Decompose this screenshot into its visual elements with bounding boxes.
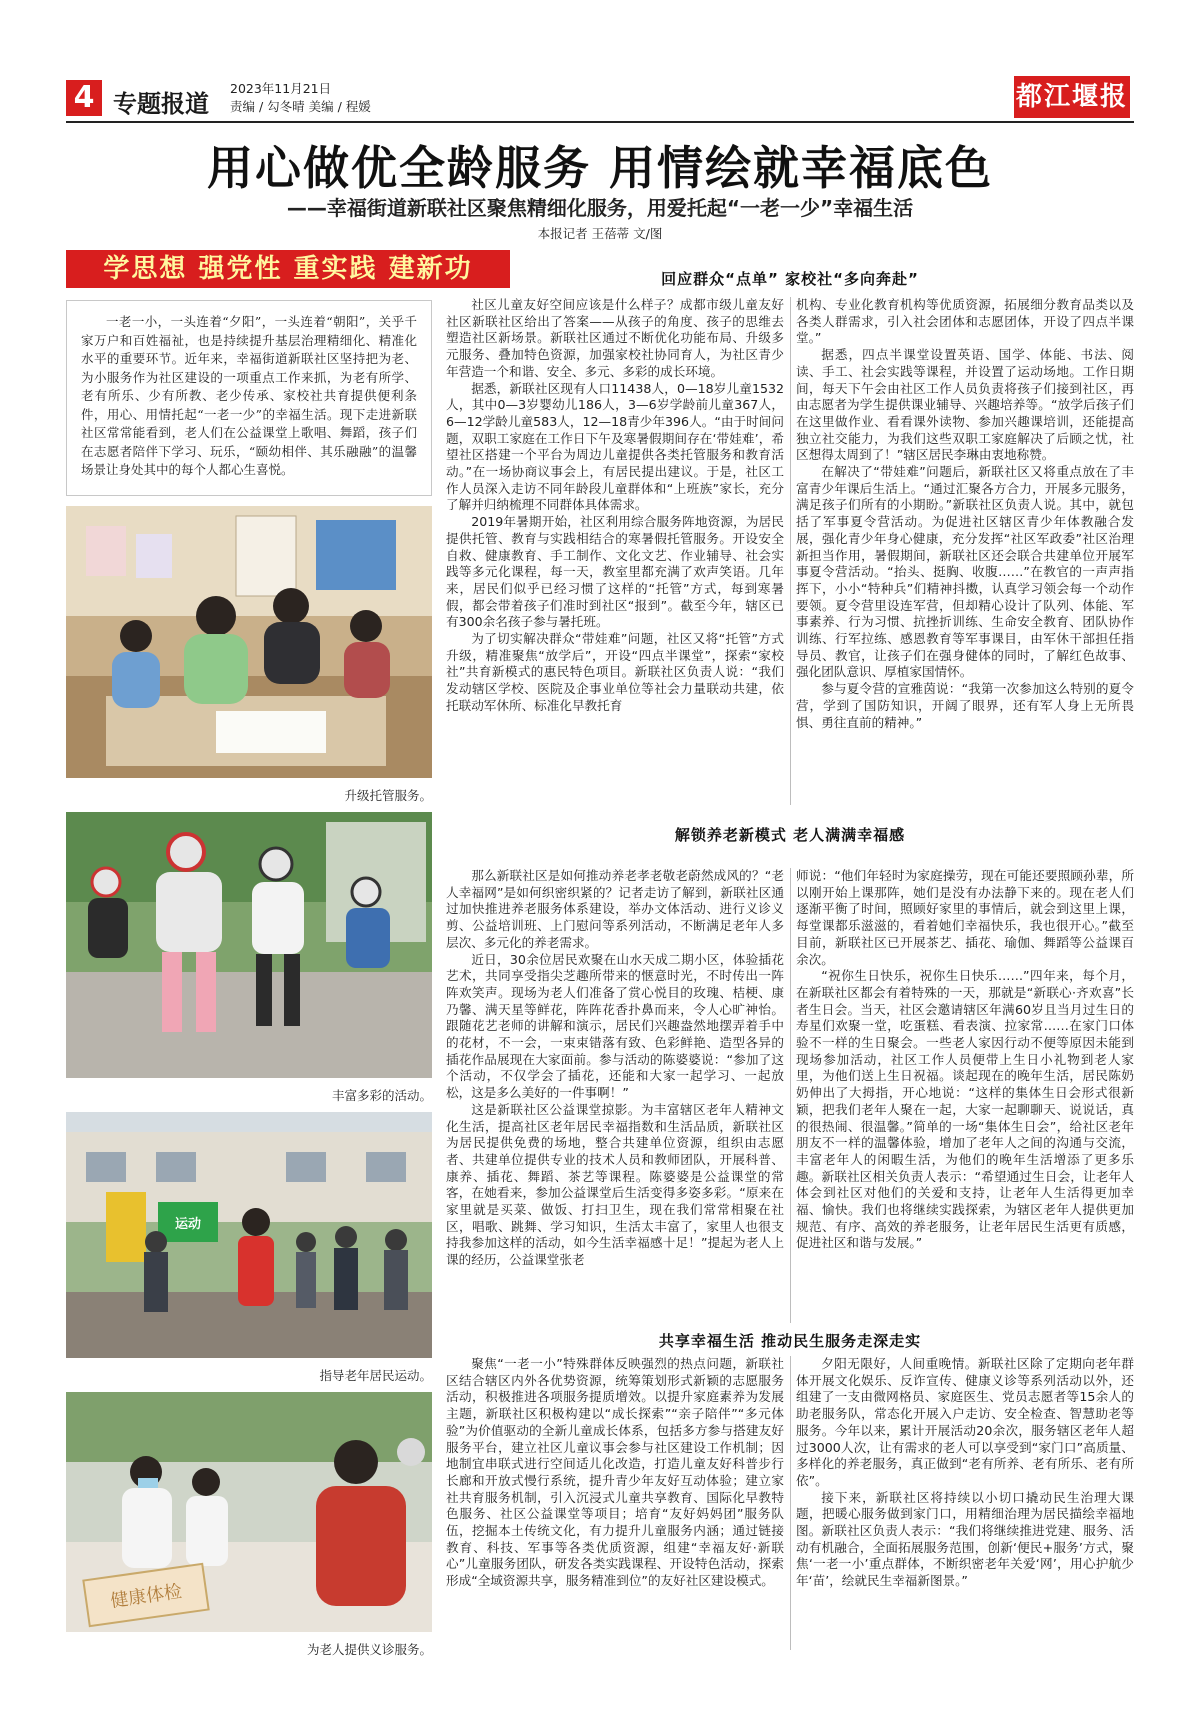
header-meta: [230, 80, 371, 116]
photo-tutoring-image: [66, 506, 432, 778]
photo-free-clinic[interactable]: [66, 1392, 432, 1632]
paragraph: 接下来，新联社区将持续以小切口撬动民生治理大课题，把暖心服务做到家门口，用精细治理为居民描绘幸福地图。新联社区负责人表示：“我们将继续推进党建、服务、活动有机融合，全面拓展服务范围，创新‘便民+服务’方式，聚焦‘一老一小’重点群体，不断织密老年关爱‘网’，用心护航少年‘苗’，绘就民生幸福新图景。”: [796, 1489, 1134, 1589]
issue-date: 2023年11月21日: [230, 81, 332, 96]
photo-sign-text: 运动: [174, 1217, 202, 1232]
photo-exercise-image: [66, 1112, 432, 1358]
paragraph: 机构、专业化教育机构等优质资源，拓展细分教育品类以及各类人群需求，引入社会团体和志愿团体，开设了四点半课堂。”: [796, 297, 1134, 346]
section-title: 专题报道: [113, 90, 209, 118]
column-divider: [790, 1356, 791, 1650]
photo-tutoring-class[interactable]: [66, 506, 432, 778]
photo-sign-text: 健康体检: [109, 1581, 184, 1612]
paragraph: 师说：“他们年轻时为家庭操劳，现在可能还要照顾孙辈，所以刚开始上课那阵，她们是没有办法静下来的。现在老人们逐渐平衡了时间，照顾好家里的事情后，就会到这里上课，每堂课都乐滋滋的，看着她们幸福快乐，我也很开心。”截至目前，新联社区已开展茶艺、插花、瑜伽、舞蹈等公益课百余次。: [796, 868, 1134, 967]
paragraph: “祝你生日快乐，祝你生日快乐……”四年来，每个月，在新联社区都会有着特殊的一天，那就是“新联心·齐欢喜”长者生日会。当天，社区会邀请辖区年满60岁且当月过生日的寿星们欢聚一堂，吃蛋糕、看表演、拉家常……在家门口体验不一样的生日聚会。一些老人家因行动不便等原因未能到现场参加活动，社区工作人员便带上生日小礼物到老人家里，为他们送上生日祝福。谈起现在的晚年生活，居民陈奶奶伸出了大拇指，开心地说：“这样的集体生日会形式很新颖，把我们老年人聚在一起，大家一起聊聊天、说说话，真的很热闹、很温馨。”简单的一场“集体生日会”，给社区老年朋友不一样的温馨体验，增加了老年人之间的沟通与交流，丰富老年人的闲暇生活，为他们的晚年生活增添了更多乐趣。新联社区相关负责人表示：“希望通过生日会，让老年人体会到社区对他们的关爱和支持，让老年人生活得更加幸福、愉快。我们也将继续实践探索，为辖区老年人提供更加规范、有序、高效的养老服务，让老年居民生活更有质感，促进社区和谐与发展。”: [796, 968, 1134, 1251]
intro-box: 一老一小，一头连着“夕阳”，一头连着“朝阳”，关乎千家万户和百姓福祉，也是持续提升基层治理精细化、精准化水平的重要环节。近年来，幸福街道新联社区坚持把为老、为小服务作为社区建设的一项重点工作来抓，为老有所学、老有所乐、少有所教、老少传承、家校社共育提供便利条件，用心、用情托起“一老一少”的幸福生活。现下走进新联社区常常能看到，老人们在公益课堂上歌唱、舞蹈，孩子们在志愿者陪伴下学习、玩乐，“颐幼相伴、其乐融融”的温馨场景让身处其中的每个人都心生喜悦。: [66, 300, 432, 496]
paragraph: 那么新联社区是如何推动养老孝老敬老蔚然成风的？“老人幸福网”是如何织密织紧的？记者走访了解到，新联社区通过加快推进养老服务体系建设，举办文体活动、进行义诊义剪、公益培训班、上门慰问等系列活动，不断满足老年人多层次、多元化的养老需求。: [446, 868, 784, 950]
paragraph: 在解决了“带娃难”问题后，新联社区又将重点放在了丰富青少年课后生活上。“通过汇聚各方合力，开展多元服务，满足孩子们所有的小期盼。”新联社区负责人说。其中，就包括了军事夏令营活动。为促进社区辖区青少年体教融合发展，强化青少年身心健康，充分发挥“社区军政委”社区治理新担当作用，暑假期间，新联社区还会联合共建单位开展军事夏令营活动。“抬头、挺胸、收腹……”在教官的一声声指挥下，小小“特种兵”们精神抖擞，认真学习领会每一个动作要领。夏令营里设连军营，但却精心设计了队列、体能、军事素养、行为习惯、抗挫折训练、生命安全教育、团队协作训练、行军拉练、感恩教育等军事课目，由军休干部担任指导员、教官，让孩子们在强身健体的同时，了解红色故事、强化团队意识、厚植家国情怀。: [796, 464, 1134, 680]
paragraph: 夕阳无限好，人间重晚情。新联社区除了定期向老年群体开展文化娱乐、反诈宣传、健康义诊等系列活动以外，还组建了一支由微网格员、家庭医生、党员志愿者等15余人的助老服务队，常态化开展入户走访、安全检查、智慧助老等服务。今年以来，累计开展活动20余次，服务辖区老年人超过3000人次，让有需求的老人可以享受到“家门口”高质量、多样化的养老服务，真正做到“老有所养、老有所乐、老有所依”。: [796, 1356, 1134, 1488]
subhead: ——幸福街道新联社区聚焦精细化服务，用爱托起“一老一少”幸福生活: [286, 196, 914, 220]
header-rule: [66, 121, 1134, 123]
section-subtitle: 共享幸福生活 推动民生服务走深走实: [658, 1332, 922, 1350]
section-subtitle: 回应群众“点单” 家校社“多向奔赴”: [661, 270, 919, 288]
photo-elderly-exercise[interactable]: [66, 1112, 432, 1358]
paragraph: 聚焦“一老一小”特殊群体反映强烈的热点问题，新联社区结合辖区内外各优势资源，统筹策划形式新颖的志愿服务活动，积极推进各项服务提质增效。以提升家庭素养为发展主题，新联社区积极构建以“成长探索”“亲子陪伴”“多元体验”为价值驱动的全新儿童成长体系，包括多方参与搭建友好服务平台，建立社区儿童议事会参与社区建设工作机制；因地制宜串联式进行空间适儿化改造，打造儿童友好科普步行长廊和开放式慢行系统，提升青少年友好互动体验；建立家社共育服务机制，引入沉浸式儿童共享教育、国际化早教特色服务、社区公益课堂等项目；培育“友好妈妈团”服务队伍，挖掘本土传统文化，有力提升儿童服务内涵；通过链接教育、科技、军事等各类优质资源，组建“幸福友好·新联心”儿童服务团队，研发各类实践课程、开设特色活动，探索形成“全域资源共享，服务精准到位”的友好社区建设模式。: [446, 1356, 784, 1589]
paragraph: 近日，30余位居民欢聚在山水天成二期小区，体验插花艺术，共同享受指尖芝趣所带来的惬意时光，不时传出一阵阵欢笑声。现场为老人们准备了赏心悦目的玫瑰、桔梗、康乃馨、满天星等鲜花，阵阵花香扑鼻而来，令人心旷神怡。跟随花艺老师的讲解和演示，居民们兴趣盎然地摆弄着手中的花材，不一会，一束束错落有致、色彩鲜艳、造型各异的插花作品展现在大家面前。参与活动的陈婆婆说：“参加了这个活动，不仅学会了插花，还能和大家一起学习、一起放松，这是多么美好的一件事啊！”: [446, 951, 784, 1101]
column-divider: [790, 868, 791, 1323]
photo-caption: 为老人提供义诊服务。: [306, 1642, 432, 1657]
paragraph: 据悉，新联社区现有人口11438人，0—18岁儿童1532人，其中0—3岁婴幼儿186人，3—6岁学龄前儿童367人，6—12学龄儿童583人，12—18青少年396人。“由于时间问题，双职工家庭在工作日下午及寒暑假期间存在‘带娃难’，希望社区搭建一个平台为周边儿童提供各类托管服务和教育活动。”在一场协商议事会上，有居民提出建议。于是，社区工作人员深入走访不同年龄段儿童群体和“上班族”家长，充分了解并归纳梳理不同群体具体需求。: [446, 380, 784, 513]
photo-skating-activity[interactable]: [66, 812, 432, 1078]
paragraph: 社区儿童友好空间应该是什么样子？成都市级儿童友好社区新联社区给出了答案——从孩子的角度、孩子的思维去塑造社区新场景。新联社区通过不断优化功能布局、升级多元服务、叠加特色资源，加强家校社协同育人，为社区青少年营造一个和谐、安全、多元、多彩的成长环境。: [446, 297, 784, 379]
photo-caption: 指导老年居民运动。: [319, 1368, 432, 1383]
article-column: [796, 868, 1134, 1323]
article-column: [446, 1356, 784, 1650]
section-subtitle: 解锁养老新模式 老人满满幸福感: [674, 826, 906, 844]
photo-skating-image: [66, 812, 432, 1078]
paragraph: 为了切实解决群众“带娃难”问题，社区又将“托管”方式升级，精准聚焦“放学后”，开设“四点半课堂”，探索“家校社”共育新模式的惠民特色项目。新联社区负责人说：“我们发动辖区学校、医院及企事业单位等社会力量联动共建，依托联动军休所、标准化早教托育: [446, 631, 784, 713]
column-divider: [790, 297, 791, 805]
editors-line: 责编 / 勾冬晴 美编 / 程媛: [230, 99, 371, 114]
headline: 用心做优全龄服务 用情绘就幸福底色: [206, 141, 993, 195]
newspaper-logo[interactable]: 都江堰报: [1014, 76, 1130, 118]
article-column: [796, 297, 1134, 805]
paragraph: 参与夏令营的宣雅茵说：“我第一次参加这么特别的夏令营，学到了国防知识，开阔了眼界，还有军人身上无所畏惧、勇往直前的精神。”: [796, 681, 1134, 730]
photo-caption: 丰富多彩的活动。: [331, 1088, 432, 1103]
photo-clinic-image: [66, 1392, 432, 1632]
photo-caption: 升级托管服务。: [344, 788, 432, 803]
paragraph: 这是新联社区公益课堂掠影。为丰富辖区老年人精神文化生活，提高社区老年居民幸福指数和生活品质，新联社区为居民提供免费的场地，整合共建单位资源，组织由志愿者、共建单位提供专业的技术人员和教师团队，开展科普、康养、插花、舞蹈、茶艺等课程。陈婆婆是公益课堂的常客，在她看来，参加公益课堂后生活变得多姿多彩。“原来在家里就是买菜、做饭、打扫卫生，现在我们常常相聚在社区，唱歌、跳舞、学习知识，生活太丰富了，家里人也很支持我参加这样的活动，如今生活幸福感十足！”提起为老人上课的经历，公益课堂张老: [446, 1101, 784, 1268]
paragraph: 2019年暑期开始，社区利用综合服务阵地资源，为居民提供托管、教育与实践相结合的寒暑假托管服务。开设安全自救、健康教育、手工制作、文化文艺、作业辅导、社会实践等多元化课程，每一天，教室里都充满了欢声笑语。几年来，居民们似乎已经习惯了这样的“托管”方式，每到寒暑假，都会带着孩子们准时到社区“报到”。截至今年，辖区已有300余名孩子参与暑托班。: [446, 514, 784, 630]
paragraph: 据悉，四点半课堂设置英语、国学、体能、书法、阅读、手工、社会实践等课程，并设置了运动场地。工作日期间，每天下午会由社区工作人员负责将孩子们接到社区，再由志愿者为学生提供课业辅导、兴趣培养等。“放学后孩子们在这里做作业、看看课外读物、参加兴趣课培训，还能提高独立社交能力，为我们这些双职工家庭解决了后顾之忧，社区想得太周到了！”辖区居民李琳由衷地称赞。: [796, 347, 1134, 463]
byline: 本报记者 王蓓蒂 文/图: [537, 226, 663, 241]
slogan-banner: 学思想 强党性 重实践 建新功: [66, 250, 510, 288]
article-column: [446, 297, 784, 805]
page-number: 4: [66, 80, 102, 116]
article-column: [796, 1356, 1134, 1650]
article-column: [446, 868, 784, 1323]
